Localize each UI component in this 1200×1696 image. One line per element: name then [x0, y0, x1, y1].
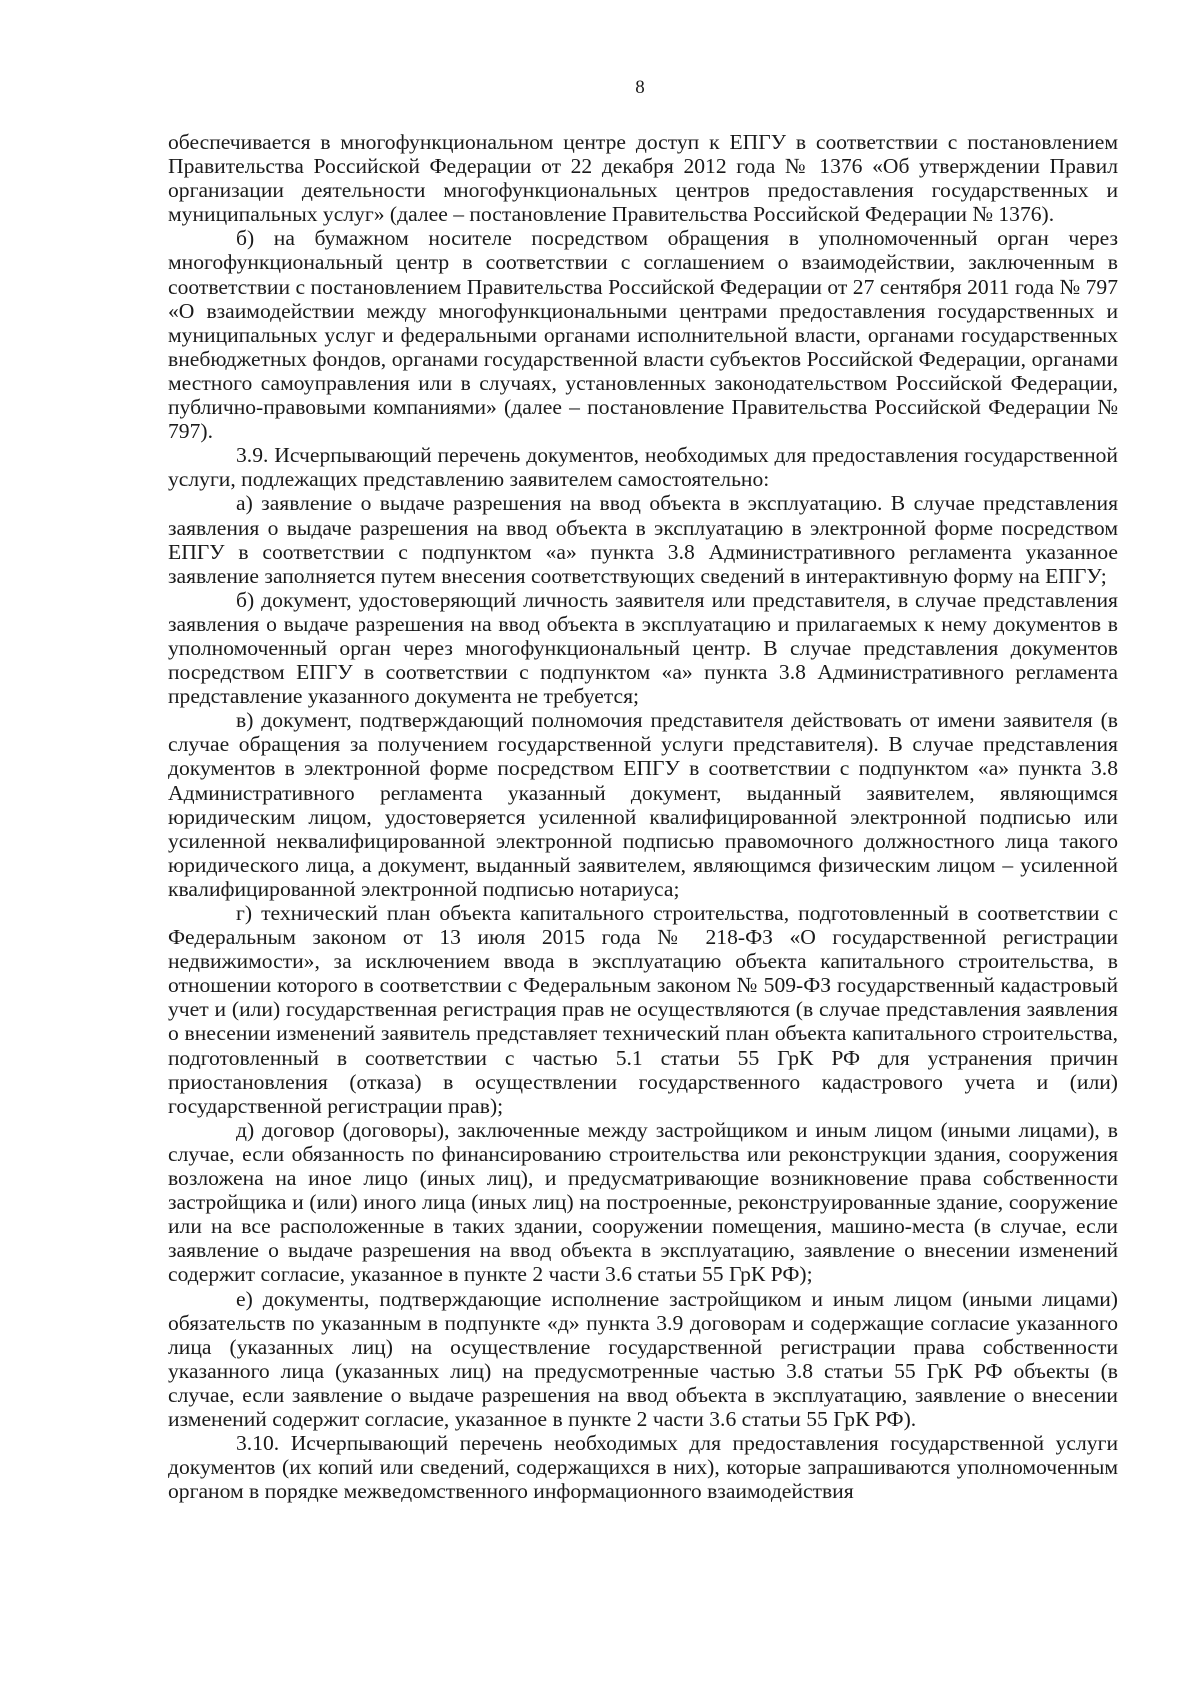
- paragraph-item-g: г) технический план объекта капитального строительства, подготовленный в соответствии с Федеральным законом от 13 июля 2015 года № 218-ФЗ «О государственной регистрации недвижимости», за исключением ввода в эксплуатацию объекта капитального строительства, в отношении которого в соответствии с Федеральным законом № 509-ФЗ государственный кадастровый учет и (или) государственная регистрация прав не осуществляются (в случае представления заявления о внесении изменений заявитель представляет технический план объекта капитального строительства, подготовленный в соответствии с частью 5.1 статьи 55 ГрК РФ для устранения причин приостановления (отказа) в осуществлении государственного кадастрового учета и (или) государственной регистрации прав);: [168, 901, 1118, 1118]
- paragraph-item-d: д) договор (договоры), заключенные между застройщиком и иным лицом (иными лицами), в случае, если обязанность по финансированию строительства или реконструкции здания, сооружения возложена на иное лицо (иных лиц), и предусматривающие возникновение права собственности застройщика и (или) иного лица (иных лиц) на построенные, реконструированные здание, сооружение или на все расположенные в таких здании, сооружении помещения, машино-места (в случае, если заявление о выдаче разрешения на ввод объекта в эксплуатацию, заявление о внесении изменений содержит согласие, указанное в пункте 2 части 3.6 статьи 55 ГрК РФ);: [168, 1117, 1118, 1287]
- paragraph-mfc-access: обеспечивается в многофункциональном центре доступ к ЕПГУ в соответствии с постановлением Правительства Российской Федерации от 22 декабря 2012 года № 1376 «Об утверждении Правил организации деятельности многофункциональных центров предоставления государственных и муниципальных услуг» (далее – постановление Правительства Российской Федерации № 1376).: [168, 130, 1118, 227]
- paragraph-section-3-10: 3.10. Исчерпывающий перечень необходимых для предоставления государственной услуги документов (их копий или сведений, содержащихся в них), которые запрашиваются уполномоченным органом в порядке межведомственного информационного взаимодействия: [168, 1431, 1118, 1504]
- page-number: 8: [635, 77, 645, 98]
- paragraph-item-e: е) документы, подтверждающие исполнение застройщиком и иным лицом (иными лицами) обязательств по указанным в подпункте «д» пункта 3.9 договорам и содержащие согласие указанного лица (указанных лиц) на осуществление государственной регистрации права собственности указанного лица (указанных лиц) на предусмотренные частью 3.8 статьи 55 ГрК РФ объекты (в случае, если заявление о выдаче разрешения на ввод объекта в эксплуатацию, заявление о внесении изменений содержит согласие, указанное в пункте 2 части 3.6 статьи 55 ГрК РФ).: [168, 1286, 1118, 1431]
- paragraph-paper-submission: б) на бумажном носителе посредством обращения в уполномоченный орган через многофункциональный центр в соответствии с соглашением о взаимодействии, заключенным в соответствии с постановлением Правительства Российской Федерации от 27 сентября 2011 года № 797 «О взаимодействии между многофункциональными центрами предоставления государственных и муниципальных услуг и федеральными органами исполнительной власти, органами государственных внебюджетных фондов, органами государственной власти субъектов Российской Федерации, органами местного самоуправления или в случаях, установленных законодательством Российской Федерации, публично-правовыми компаниями» (далее – постановление Правительства Российской Федерации № 797).: [168, 226, 1118, 444]
- paragraph-item-a: а) заявление о выдаче разрешения на ввод объекта в эксплуатацию. В случае представления заявления о выдаче разрешения на ввод объекта в эксплуатацию в электронной форме посредством ЕПГУ в соответствии с подпунктом «а» пункта 3.8 Административного регламента указанное заявление заполняется путем внесения соответствующих сведений в интерактивную форму на ЕПГУ;: [168, 491, 1118, 588]
- paragraph-section-3-9: 3.9. Исчерпывающий перечень документов, необходимых для предоставления государственной услуги, подлежащих представлению заявителем самостоятельно:: [168, 443, 1118, 492]
- paragraph-item-b: б) документ, удостоверяющий личность заявителя или представителя, в случае представления заявления о выдаче разрешения на ввод объекта в эксплуатацию и прилагаемых к нему документов в уполномоченный орган через многофункциональный центр. В случае представления документов посредством ЕПГУ в соответствии с подпунктом «а» пункта 3.8 Административного регламента представление указанного документа не требуется;: [168, 587, 1118, 709]
- paragraph-item-v: в) документ, подтверждающий полномочия представителя действовать от имени заявителя (в случае обращения за получением государственной услуги представителя). В случае представления документов в электронной форме посредством ЕПГУ в соответствии с подпунктом «а» пункта 3.8 Административного регламента указанный документ, выданный заявителем, являющимся юридическим лицом, удостоверяется усиленной квалифицированной электронной подписью или усиленной неквалифицированной электронной подписью правомочного должностного лица такого юридического лица, а документ, выданный заявителем, являющимся физическим лицом – усиленной квалифицированной электронной подписью нотариуса;: [168, 708, 1118, 901]
- document-body: [168, 130, 1118, 1503]
